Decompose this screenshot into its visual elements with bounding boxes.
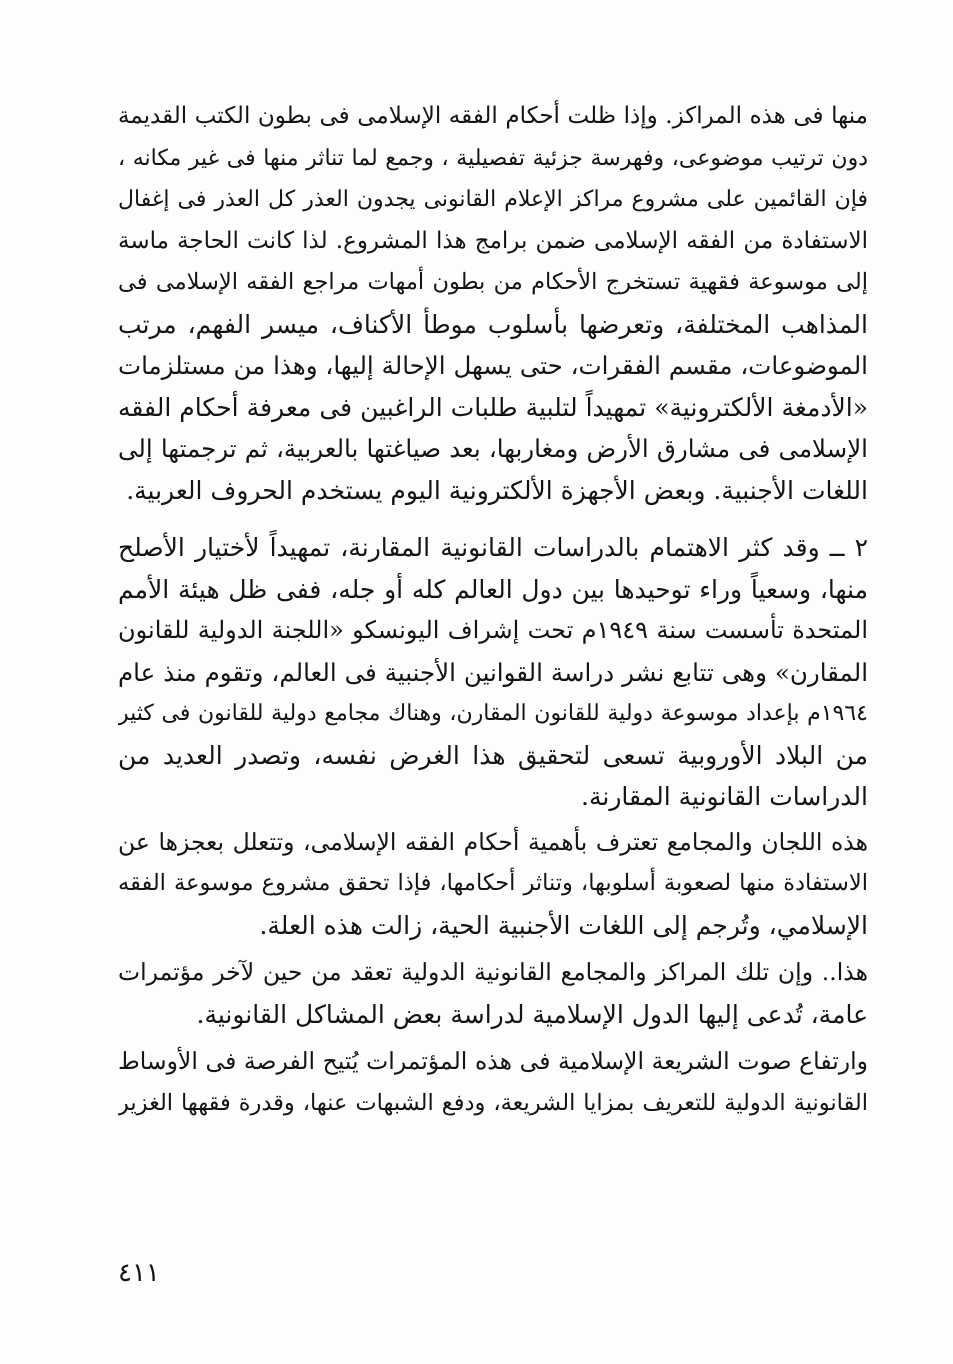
text-line: ٢ ــ وقد كثر الاهتمام بالدراسات القانونية المقارنة، تمهيداً لأختيار الأصلح bbox=[118, 533, 868, 562]
text-line: هذه اللجان والمجامع تعترف بأهمية أحكام الفقه الإسلامى، وتتعلل بعجزها عن bbox=[118, 827, 868, 856]
paragraph bbox=[118, 952, 868, 1035]
text-line: القانونية الدولية للتعريف بمزايا الشريعة، ودفع الشبهات عنها، وقدرة فقهها الغزير bbox=[118, 1089, 868, 1116]
text-line: الموضوعات، مقسم الفقرات، حتى يسهل الإحالة إليها، وهذا من مستلزمات bbox=[118, 351, 868, 380]
text-line: المذاهب المختلفة، وتعرضها بأسلوب موطأ الأكناف، ميسر الفهم، مرتب bbox=[118, 309, 868, 339]
text-line: هذا.. وإن تلك المراكز والمجامع القانونية الدولية تعقد من حين لآخر مؤتمرات bbox=[118, 958, 868, 986]
text-line: الاستفادة منها لصعوبة أسلوبها، وتناثر أحكامها، فإذا تحقق مشروع موسوعة الفقه bbox=[118, 870, 868, 896]
text-line: الإسلامى فى مشارق الأرض ومغاربها، بعد صياغتها بالعربية، ثم ترجمتها إلى bbox=[118, 434, 868, 463]
text-line: «الأدمغة الألكترونية» تمهيداً لتلبية طلبات الراغبين فى معرفة أحكام الفقه bbox=[118, 392, 868, 422]
text-line: المتحدة تأسست سنة ١٩٤٩م تحت إشراف اليونسكو «اللجنة الدولية للقانون bbox=[118, 616, 868, 644]
page-number: ٤١١ bbox=[118, 1258, 160, 1288]
paragraph bbox=[118, 527, 868, 818]
paragraph bbox=[118, 822, 868, 947]
text-line: عامة، تُدعى إليها الدول الإسلامية لدراسة بعض المشاكل القانونية. bbox=[196, 999, 868, 1029]
paragraph bbox=[118, 1041, 868, 1124]
text-line: ١٩٦٤م بإعداد موسوعة دولية للقانون المقارن، وهناك مجامع دولية للقانون فى كثير bbox=[118, 701, 868, 726]
text-line: الدراسات القانونية المقارنة. bbox=[581, 782, 868, 811]
text-line: إلى موسوعة فقهية تستخرج الأحكام من بطون أمهات مراجع الفقه الإسلامى فى bbox=[118, 269, 868, 295]
text-line: وارتفاع صوت الشريعة الإسلامية فى هذه المؤتمرات يُتيح الفرصة فى الأوساط bbox=[118, 1047, 868, 1075]
text-line: منها، وسعياً وراء توحيدها بين دول العالم كله أو جله، ففى ظل هيئة الأمم bbox=[118, 574, 868, 604]
paragraph bbox=[118, 96, 868, 511]
text-line: فإن القائمين على مشروع مراكز الإعلام القانونى يجدون العذر كل العذر فى إغفال bbox=[118, 187, 868, 212]
text-line: دون ترتيب موضوعى، وفهرسة جزئية تفصيلية ، وجمع لما تناثر منها فى غير مكانه ، bbox=[118, 145, 868, 171]
text-line: اللغات الأجنبية. وبعض الأجهزة الألكترونية اليوم يستخدم الحروف العربية. bbox=[126, 475, 868, 505]
paragraph-gap bbox=[118, 511, 868, 527]
text-line: منها فى هذه المراكز. وإذا ظلت أحكام الفقه الإسلامى فى بطون الكتب القديمة bbox=[118, 103, 868, 129]
body-text bbox=[118, 96, 868, 1124]
text-line: الإسلامي، وتُرجم إلى اللغات الأجنبية الحية، زالت هذه العلة. bbox=[259, 910, 868, 940]
text-line: المقارن» وهى تتابع نشر دراسة القوانين الأجنبية فى العالم، وتقوم منذ عام bbox=[118, 657, 868, 687]
text-line: من البلاد الأوروبية تسعى لتحقيق هذا الغرض نفسه، وتصدر العديد من bbox=[118, 740, 868, 770]
text-line: الاستفادة من الفقه الإسلامى ضمن برامج هذا المشروع. لذا كانت الحاجة ماسة bbox=[118, 227, 868, 254]
